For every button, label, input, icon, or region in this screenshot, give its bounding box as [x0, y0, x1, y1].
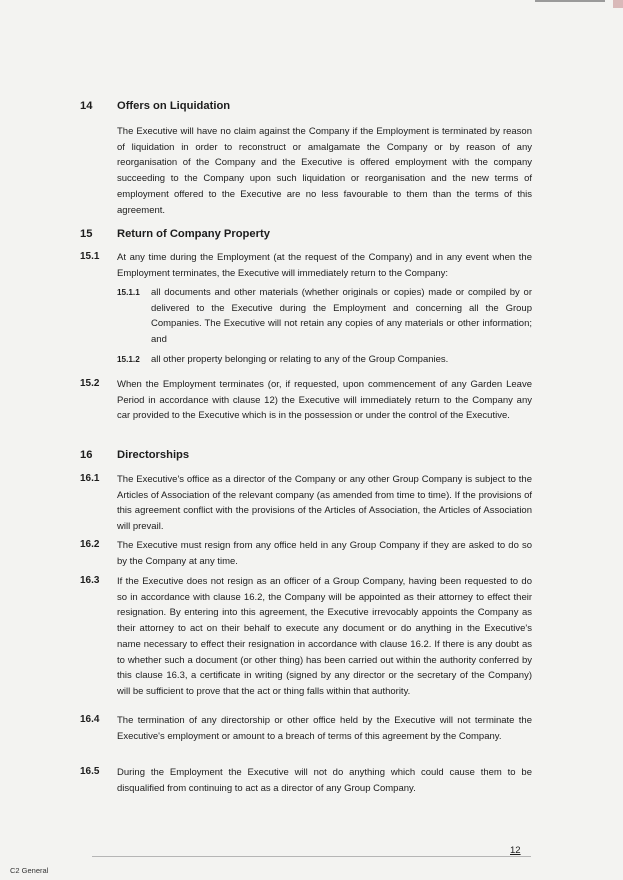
- page-number: 12: [510, 845, 521, 856]
- footer-divider: [92, 856, 531, 857]
- subclause-text: all other property belonging or relating to any of the Group Companies.: [151, 354, 449, 365]
- section-heading: 15 Return of Company Property: [80, 228, 270, 240]
- clause-number: 15.2: [80, 378, 100, 389]
- subclause-number: 15.1.2: [117, 355, 140, 364]
- section-heading: 16 Directorships: [80, 449, 190, 461]
- scan-mark: [613, 0, 623, 8]
- clause-number: 16.4: [80, 714, 100, 725]
- section-paragraph: The Executive will have no claim against the Company if the Employment is terminated by reason of liquidation in order to reconstruct or amalgamate the Company or by reason of any reorganisation of the Company and the Executive is offered employment with the company succeeding to the Company upon such liquidation or reorganisation and the new terms of employment offered to the Executive are no less favourable to them than the terms of this agreement.: [117, 126, 532, 216]
- section-heading: 14 Offers on Liquidation: [80, 100, 231, 112]
- clause-text: The Executive's office as a director of the Company or any other Group Company is subject to the Articles of Association of the relevant company (as amended from time to time). If the provisions of this agreement conflict with the provisions of the Articles of Association, the Articles of Association will prevail.: [117, 474, 532, 533]
- subclause-number: 15.1.1: [117, 288, 140, 297]
- clause-number: 16.2: [80, 539, 100, 550]
- clause-text: If the Executive does not resign as an officer of a Group Company, having been requested to do so in accordance with clause 16.2, the Company will be appointed as their attorney to effect their resignation. By entering into this agreement, the Executive irrevocably appoints the Company as their attorney to act on their behalf to execute any document or do anything in the Executive's name necessary to effect their resignation in accordance with clause 16.2. If there is any doubt as to whether such a document (or other thing) has been carried out within the authority conferred by this clause 16.3, a certificate in writing (signed by any director or the secretary of the Company) will be sufficient to prove that the act or thing falls within that authority.: [117, 576, 532, 697]
- clause-text: At any time during the Employment (at the request of the Company) and in any event when the Employment terminates, the Executive will immediately return to the Company:: [117, 252, 532, 279]
- scan-mark: [535, 0, 605, 6]
- clause-text: The termination of any directorship or other office held by the Executive will not terminate the Executive's employment or amount to a breach of terms of this agreement by the Company.: [117, 715, 532, 742]
- subclause-text: all documents and other materials (whether originals or copies) made or compiled by or delivered to the Executive during the Employment and concerning all the Group Companies. The Executive will not retain any copies of any materials or other information; and: [151, 287, 532, 346]
- classification-label: C2 General: [10, 866, 49, 875]
- clause-text: The Executive must resign from any office held in any Group Company if they are asked to do so by the Company at any time.: [117, 540, 532, 567]
- clause-number: 16.1: [80, 473, 100, 484]
- clause-number: 16.5: [80, 766, 100, 777]
- clause-number: 16.3: [80, 575, 100, 586]
- clause-text: When the Employment terminates (or, if requested, upon commencement of any Garden Leave Period in accordance with clause 12) the Executive will immediately return to the Company any car provided to the Executive which is in the possession or under the control of the Executive.: [117, 379, 532, 422]
- clause-text: During the Employment the Executive will not do anything which could cause them to be disqualified from continuing to act as a director of any Group Company.: [117, 767, 532, 794]
- clause-number: 15.1: [80, 251, 100, 262]
